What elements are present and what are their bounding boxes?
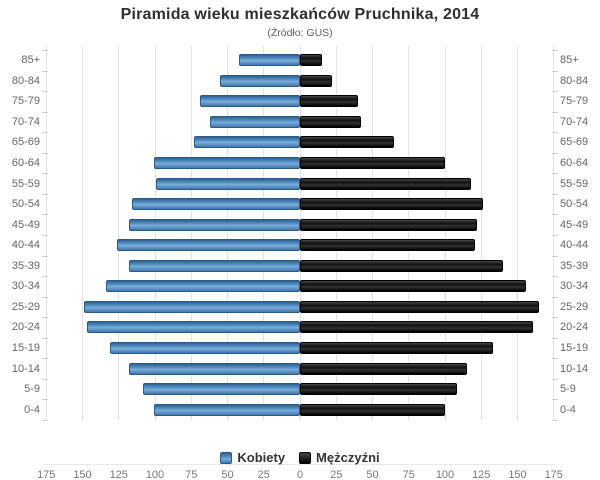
bar-mezczyzni[interactable] — [300, 136, 394, 148]
y-axis-tick-left — [42, 338, 48, 339]
x-axis-tick-label: 25 — [330, 469, 343, 480]
legend-item-kobiety[interactable] — [220, 450, 285, 465]
bar-mezczyzni[interactable] — [300, 157, 445, 169]
y-axis-tick-left — [42, 112, 48, 113]
bar-mezczyzni[interactable] — [300, 239, 475, 251]
age-label-left: 0-4 — [24, 403, 40, 416]
x-axis-tick-label: 150 — [508, 469, 527, 480]
y-axis-tick-left — [42, 194, 48, 195]
bar-kobiety[interactable] — [194, 136, 300, 148]
x-axis-tick-label: 100 — [435, 469, 455, 480]
bar-kobiety[interactable] — [84, 301, 300, 313]
legend-item-mezczyzni[interactable] — [299, 450, 380, 465]
bar-kobiety[interactable] — [129, 363, 300, 375]
y-axis-tick-right — [552, 50, 558, 51]
y-axis-tick-left — [42, 276, 48, 277]
age-label-right: 40-44 — [560, 239, 589, 252]
age-label-right: 80-84 — [560, 74, 589, 87]
age-label-left: 10-14 — [11, 362, 40, 375]
age-label-left: 30-34 — [11, 280, 40, 293]
bar-mezczyzni[interactable] — [300, 198, 483, 210]
gridline — [118, 46, 119, 420]
legend — [0, 450, 600, 465]
age-label-left: 60-64 — [11, 157, 40, 170]
age-label-right: 60-64 — [560, 157, 589, 170]
bar-mezczyzni[interactable] — [300, 75, 332, 87]
age-label-right: 65-69 — [560, 136, 589, 149]
bar-kobiety[interactable] — [143, 383, 300, 395]
legend-swatch-mezczyzni-icon — [299, 452, 311, 464]
bar-kobiety[interactable] — [132, 198, 300, 210]
bar-kobiety[interactable] — [200, 95, 300, 107]
x-axis-tick-label: 0 — [296, 469, 304, 480]
x-axis-tick-label: 125 — [472, 469, 491, 480]
age-label-right: 25-29 — [560, 300, 589, 313]
age-label-left: 75-79 — [11, 95, 40, 108]
y-axis-tick-left — [42, 297, 48, 298]
y-axis-tick-right — [552, 420, 558, 421]
y-axis-tick-right — [552, 399, 558, 400]
x-axis-tick-label: 100 — [145, 469, 165, 480]
age-label-left: 15-19 — [11, 341, 40, 354]
age-label-left: 20-24 — [11, 321, 40, 334]
x-axis-tick-label: 175 — [544, 469, 563, 480]
y-axis-tick-left — [42, 132, 48, 133]
bar-mezczyzni[interactable] — [300, 260, 503, 272]
y-axis-tick-left — [42, 420, 48, 421]
y-axis-tick-left — [42, 379, 48, 380]
age-label-left: 40-44 — [11, 239, 40, 252]
bar-kobiety[interactable] — [220, 75, 300, 87]
age-label-right: 45-49 — [560, 218, 589, 231]
age-label-left: 5-9 — [24, 383, 40, 396]
bar-kobiety[interactable] — [154, 157, 300, 169]
chart-subtitle: (Źródło: GUS) — [267, 27, 333, 39]
bar-mezczyzni[interactable] — [300, 321, 533, 333]
y-axis-tick-right — [552, 338, 558, 339]
age-label-right: 0-4 — [560, 403, 576, 416]
age-label-right: 10-14 — [560, 362, 589, 375]
age-label-left: 25-29 — [11, 300, 40, 313]
y-axis-tick-right — [552, 173, 558, 174]
bar-mezczyzni[interactable] — [300, 95, 358, 107]
age-label-left: 85+ — [21, 54, 40, 67]
y-axis-tick-left — [42, 50, 48, 51]
x-axis-tick-label: 25 — [257, 469, 270, 480]
gridline — [481, 46, 482, 420]
bar-kobiety[interactable] — [106, 280, 300, 292]
age-label-left: 50-54 — [11, 198, 40, 211]
y-axis-tick-right — [552, 112, 558, 113]
x-axis-tick-label: 175 — [37, 469, 56, 480]
x-axis-tick-label: 150 — [73, 469, 92, 480]
gridline — [517, 46, 518, 420]
bar-mezczyzni[interactable] — [300, 178, 471, 190]
gridline — [46, 46, 47, 420]
bar-kobiety[interactable] — [156, 178, 300, 190]
y-axis-tick-right — [552, 91, 558, 92]
bar-kobiety[interactable] — [110, 342, 300, 354]
y-axis-tick-left — [42, 173, 48, 174]
y-axis-tick-right — [552, 276, 558, 277]
x-axis-tick-label: 75 — [185, 469, 198, 480]
y-axis-tick-left — [42, 256, 48, 257]
age-label-left: 45-49 — [11, 218, 40, 231]
y-axis-tick-right — [552, 132, 558, 133]
y-axis-tick-right — [552, 214, 558, 215]
x-axis-tick-label: 50 — [221, 469, 234, 480]
x-axis-tick-label: 125 — [109, 469, 128, 480]
bar-mezczyzni[interactable] — [300, 383, 457, 395]
x-axis-tick-label: 50 — [366, 469, 379, 480]
age-label-left: 80-84 — [11, 74, 40, 87]
age-label-right: 35-39 — [560, 259, 589, 272]
bar-kobiety[interactable] — [87, 321, 300, 333]
age-label-right: 5-9 — [560, 383, 576, 396]
legend-label-kobiety: Kobiety — [237, 450, 286, 465]
age-label-right: 75-79 — [560, 95, 589, 108]
gridline — [82, 46, 83, 420]
bar-kobiety[interactable] — [129, 260, 300, 272]
bar-mezczyzni[interactable] — [300, 363, 467, 375]
age-label-left: 65-69 — [11, 136, 40, 149]
y-axis-tick-left — [42, 399, 48, 400]
y-axis-tick-right — [552, 153, 558, 154]
y-axis-tick-right — [552, 379, 558, 380]
age-label-right: 55-59 — [560, 177, 589, 190]
age-label-right: 70-74 — [560, 115, 589, 128]
bar-kobiety[interactable] — [154, 404, 300, 416]
y-axis-tick-left — [42, 153, 48, 154]
y-axis-tick-left — [42, 91, 48, 92]
bar-mezczyzni[interactable] — [300, 404, 445, 416]
legend-swatch-kobiety-icon — [220, 452, 232, 464]
age-label-right: 15-19 — [560, 341, 589, 354]
y-axis-tick-right — [552, 256, 558, 257]
age-label-left: 55-59 — [11, 177, 40, 190]
x-axis-tick-label: 75 — [402, 469, 415, 480]
age-label-right: 50-54 — [560, 198, 589, 211]
bar-mezczyzni[interactable] — [300, 280, 526, 292]
y-axis-tick-right — [552, 317, 558, 318]
y-axis-tick-right — [552, 358, 558, 359]
bar-kobiety[interactable] — [129, 219, 300, 231]
bar-mezczyzni[interactable] — [300, 342, 493, 354]
y-axis-tick-left — [42, 358, 48, 359]
y-axis-tick-right — [552, 194, 558, 195]
age-label-left: 70-74 — [11, 115, 40, 128]
y-axis-tick-left — [42, 71, 48, 72]
age-label-left: 35-39 — [11, 259, 40, 272]
bar-kobiety[interactable] — [117, 239, 300, 251]
age-label-right: 85+ — [560, 54, 579, 67]
y-axis-tick-left — [42, 214, 48, 215]
chart-title: Piramida wieku mieszkańców Pruchnika, 2014 — [120, 6, 480, 23]
y-axis-tick-right — [552, 71, 558, 72]
bar-mezczyzni[interactable] — [300, 301, 539, 313]
legend-label-mezczyzni: Mężczyźni — [316, 450, 380, 465]
bar-kobiety[interactable] — [239, 54, 300, 66]
bar-mezczyzni[interactable] — [300, 219, 477, 231]
y-axis-tick-right — [552, 235, 558, 236]
bar-mezczyzni[interactable] — [300, 54, 322, 66]
gridline — [553, 46, 554, 420]
bar-mezczyzni[interactable] — [300, 116, 361, 128]
y-axis-tick-right — [552, 297, 558, 298]
y-axis-tick-left — [42, 317, 48, 318]
y-axis-tick-left — [42, 235, 48, 236]
age-label-right: 30-34 — [560, 280, 589, 293]
bar-kobiety[interactable] — [210, 116, 300, 128]
age-label-right: 20-24 — [560, 321, 589, 334]
